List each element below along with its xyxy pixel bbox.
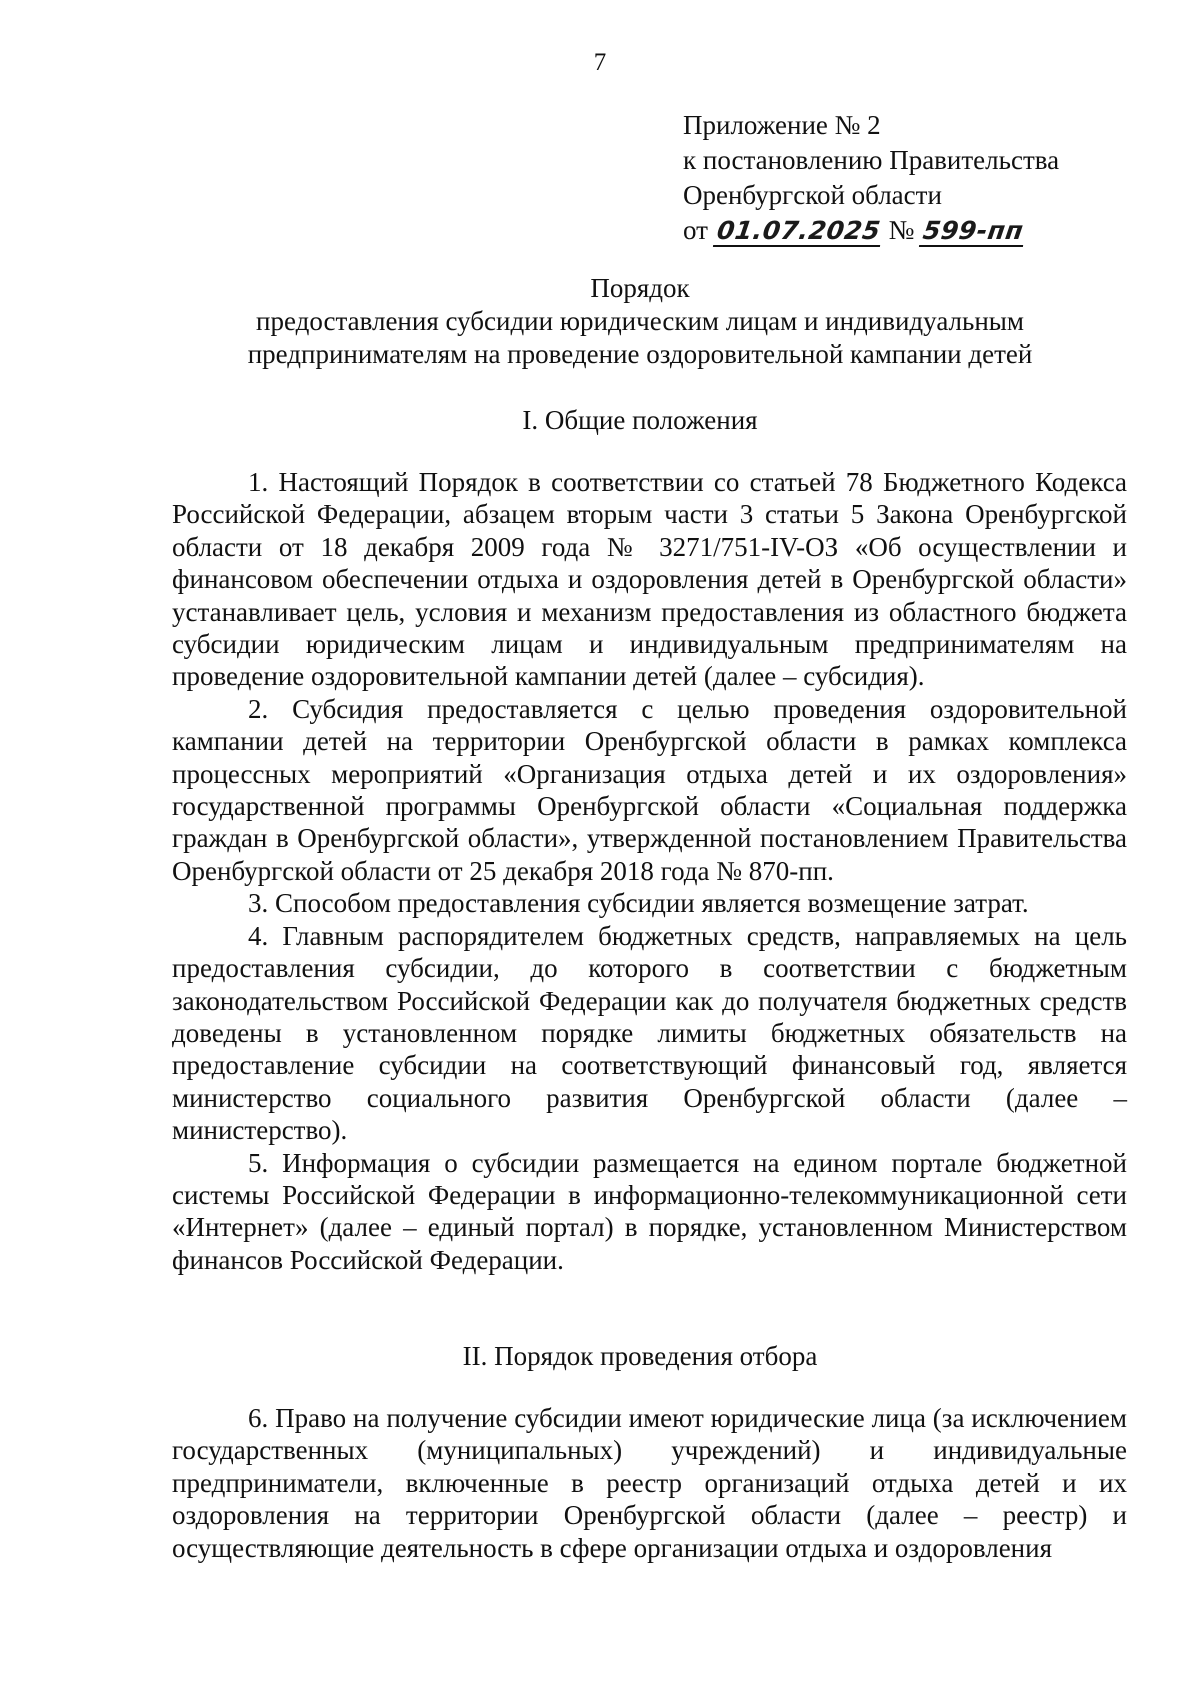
handwritten-date: 01.07.2025: [713, 217, 884, 247]
handwritten-number: 599-пп: [919, 217, 1027, 247]
title-line-3: предпринимателям на проведение оздоровительной кампании детей: [247, 339, 1033, 369]
paragraph-3: 3. Способом предоставления субсидии является возмещение затрат.: [248, 888, 1029, 919]
paragraph-6: 6. Право на получение субсидии имеют юридические лица (за исключением государственных (муниципальных) учреждений) и индивидуальные предприниматели, включенные в реестр организаций отдыха детей и их оздоровления на территории Оренбургской области (далее – реестр) и осуществляющие деятельность в сфере организации отдыха и оздоровления: [172, 1403, 1127, 1563]
paragraph-2: 2. Субсидия предоставляется с целью проведения оздоровительной кампании детей на территории Оренбургской области в рамках комплекса процессных мероприятий «Организация отдыха детей и их оздоровления» государственной программы Оренбургской области «Социальная поддержка граждан в Оренбургской области», утвержденной постановлением Правительства Оренбургской области от 25 декабря 2018 года № 870-пп.: [172, 693, 1127, 886]
section-1-body: [172, 466, 1127, 1276]
paragraph-5: 5. Информация о субсидии размещается на едином портале бюджетной системы Российской Федерации в информационно-телекоммуникационной сети «Интернет» (далее – единый портал) в порядке, установленном Министерством финансов Российской Федерации.: [172, 1147, 1127, 1275]
section-2-heading: II. Порядок проведения отбора: [462, 1341, 818, 1371]
annex-title: Приложение № 2: [683, 110, 881, 140]
paragraph-4: 4. Главным распорядителем бюджетных средств, направляемых на цель предоставления субсидии, до которого в соответствии с бюджетным законодательством Российской Федерации как до получателя бюджетных средств доведены в установленном порядке лимиты бюджетных обязательств на предоставление субсидии на соответствующий финансовый год, является министерство социального развития Оренбургской области (далее – министерство).: [172, 920, 1127, 1146]
paragraph-1: 1. Настоящий Порядок в соответствии со статьей 78 Бюджетного Кодекса Российской Федерации, абзацем вторым части 3 статьи 5 Закона Оренбургской области от 18 декабря 2009 года № 3271/751-IV-ОЗ «Об осуществлении и финансовом обеспечении отдыха и оздоровления детей в Оренбургской области» устанавливает цель, условия и механизм предоставления из областного бюджета субсидии юридическим лицам и индивидуальным предпринимателям на проведение оздоровительной кампании детей (далее – субсидия).: [172, 467, 1127, 692]
date-prefix: от: [683, 215, 708, 245]
annex-date-number: [683, 213, 1153, 248]
title-line-1: Порядок: [590, 273, 690, 303]
title-line-2: предоставления субсидии юридическим лицам и индивидуальным: [256, 306, 1024, 336]
document-title: [160, 272, 1120, 371]
section-1-heading: I. Общие положения: [522, 405, 758, 435]
annex-region: Оренбургской области: [683, 180, 942, 210]
number-prefix: №: [888, 215, 915, 245]
annex-reference: к постановлению Правительства: [683, 145, 1060, 175]
annex-block: [683, 108, 1153, 248]
section-2-body: [172, 1402, 1127, 1564]
page-number: 7: [593, 49, 607, 76]
